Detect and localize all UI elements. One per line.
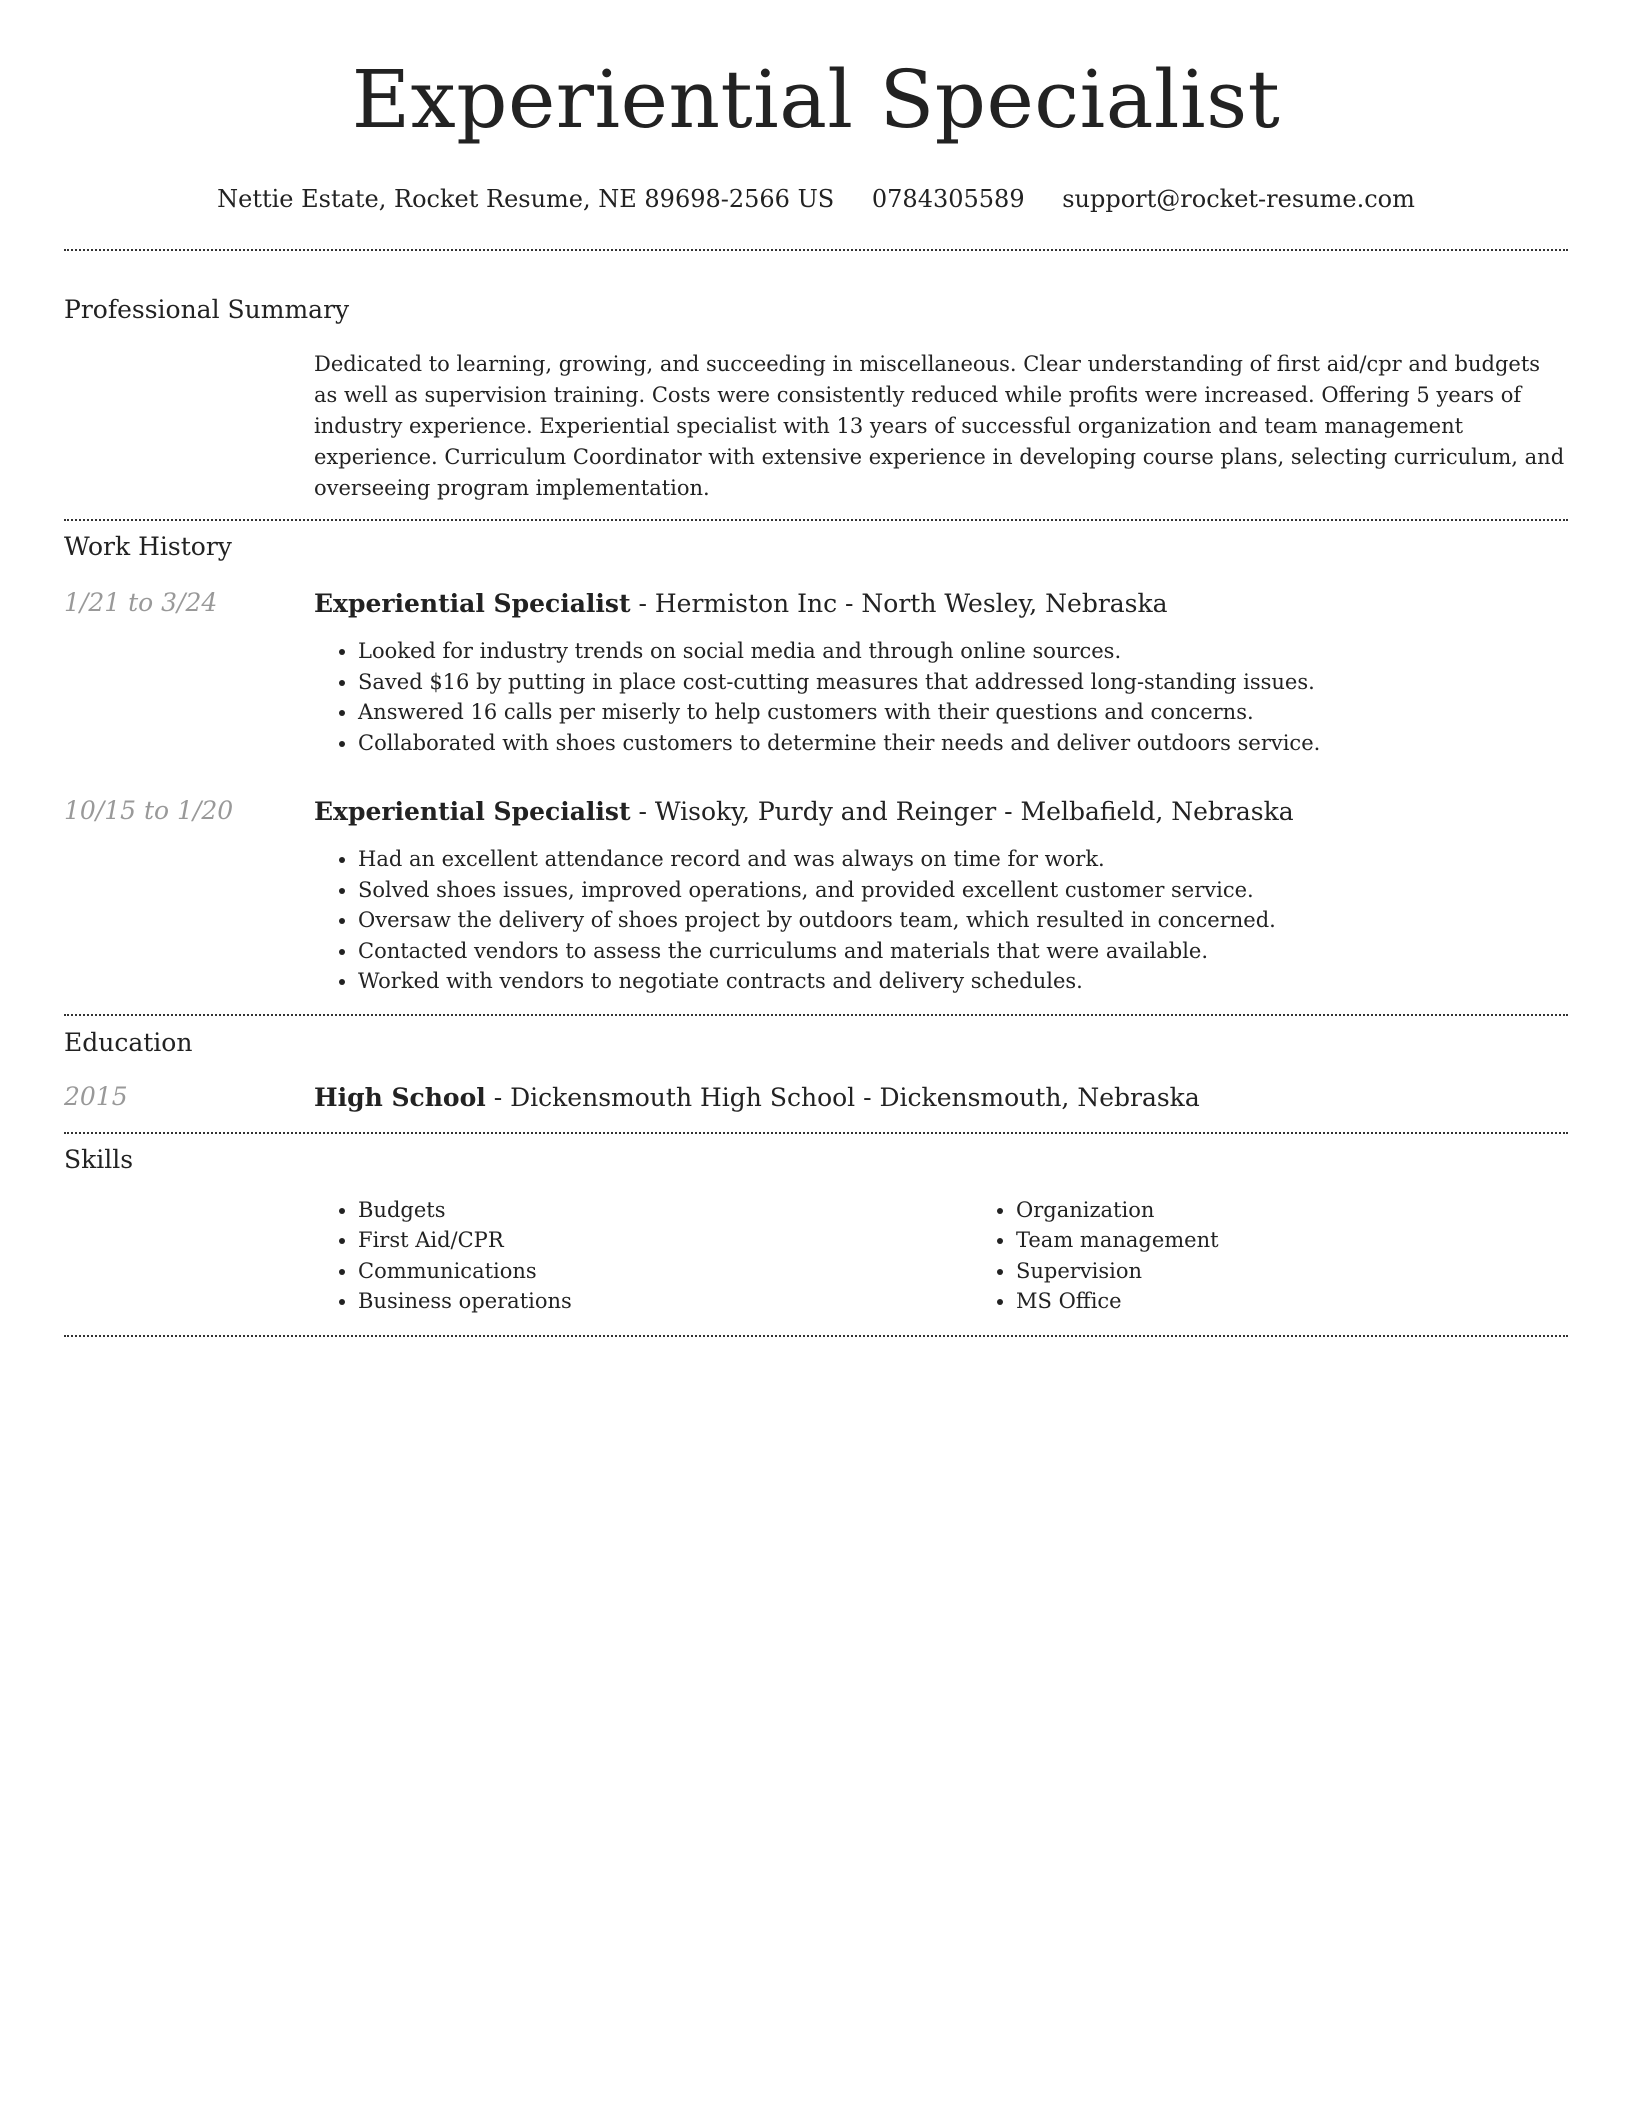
- job-details: - Wisoky, Purdy and Reinger - Melbafield, Nebraska: [630, 797, 1294, 826]
- skill-item: • Supervision: [1016, 1256, 1630, 1287]
- skills-list-left: [314, 1195, 972, 1317]
- skill-item: • MS Office: [1016, 1286, 1630, 1317]
- skill-item: • Team management: [1016, 1225, 1630, 1256]
- job-position: Experiential Specialist: [314, 589, 631, 618]
- list-item: • Contacted vendors to assess the curriculums and materials that were available.: [358, 936, 1568, 967]
- job-title: [314, 796, 1568, 828]
- job-entry: [64, 796, 1568, 997]
- contact-line: [64, 184, 1568, 214]
- list-item: • Collaborated with shoes customers to determine their needs and deliver outdoors service.: [358, 728, 1568, 759]
- list-item: • Oversaw the delivery of shoes project by outdoors team, which resulted in concerned.: [358, 905, 1568, 936]
- resume-name: Experiential Specialist: [351, 53, 1281, 146]
- job-dates: 1/21 to 3/24: [64, 588, 218, 617]
- education-section: [64, 1028, 1568, 1114]
- list-item: • Solved shoes issues, improved operations, and provided excellent customer service.: [358, 875, 1568, 906]
- divider: [64, 1132, 1568, 1134]
- contact-email: support@rocket-resume.com: [1062, 185, 1415, 213]
- divider: [64, 1335, 1568, 1337]
- job-details: - Hermiston Inc - North Wesley, Nebraska: [630, 589, 1168, 618]
- job-entry: [64, 588, 1568, 758]
- job-position: Experiential Specialist: [314, 797, 631, 826]
- education-details: - Dickensmouth High School - Dickensmouth, Nebraska: [485, 1082, 1200, 1112]
- skill-item: • Organization: [1016, 1195, 1630, 1226]
- skills-list-right: [972, 1195, 1630, 1317]
- skill-item: • Budgets: [358, 1195, 972, 1226]
- job-dates: 10/15 to 1/20: [64, 796, 234, 825]
- contact-address: Nettie Estate, Rocket Resume, NE 89698-2566 US: [217, 185, 835, 213]
- education-title: [314, 1082, 1568, 1114]
- divider: [64, 249, 1568, 251]
- education-heading: Education: [64, 1027, 193, 1057]
- summary-section: [64, 295, 1568, 504]
- summary-spacer: [64, 349, 314, 504]
- skill-item: • Communications: [358, 1256, 972, 1287]
- education-entry: [64, 1082, 1568, 1114]
- list-item: • Looked for industry trends on social media and through online sources.: [358, 636, 1568, 667]
- job-title: [314, 588, 1568, 620]
- summary-text: Dedicated to learning, growing, and succeeding in miscellaneous. Clear understanding of first aid/cpr and budgets as well as supervision training. Costs were consistently reduced while profits were increased. Offering 5 years of industry experience. Experiential specialist with 13 years of successful organization and team management experience. Curriculum Coordinator with extensive experience in developing course plans, selecting curriculum, and overseeing program implementation.: [314, 352, 1565, 500]
- job-bullets: [314, 844, 1568, 997]
- skills-heading: Skills: [64, 1144, 134, 1174]
- skill-item: • Business operations: [358, 1286, 972, 1317]
- work-history-section: [64, 532, 1568, 997]
- list-item: • Answered 16 calls per miserly to help customers with their questions and concerns.: [358, 697, 1568, 728]
- list-item: • Had an excellent attendance record and was always on time for work.: [358, 844, 1568, 875]
- skills-spacer: [64, 1195, 314, 1317]
- divider: [64, 1014, 1568, 1016]
- summary-heading: Professional Summary: [64, 295, 350, 324]
- skill-item: • First Aid/CPR: [358, 1225, 972, 1256]
- job-bullets: [314, 636, 1568, 758]
- work-history-heading: Work History: [64, 532, 232, 561]
- contact-phone: 0784305589: [871, 185, 1025, 213]
- education-degree: High School: [314, 1082, 486, 1112]
- list-item: • Saved $16 by putting in place cost-cutting measures that addressed long-standing issues.: [358, 667, 1568, 698]
- divider: [64, 519, 1568, 521]
- education-year: 2015: [64, 1081, 128, 1111]
- list-item: • Worked with vendors to negotiate contracts and delivery schedules.: [358, 966, 1568, 997]
- skills-section: [64, 1145, 1568, 1317]
